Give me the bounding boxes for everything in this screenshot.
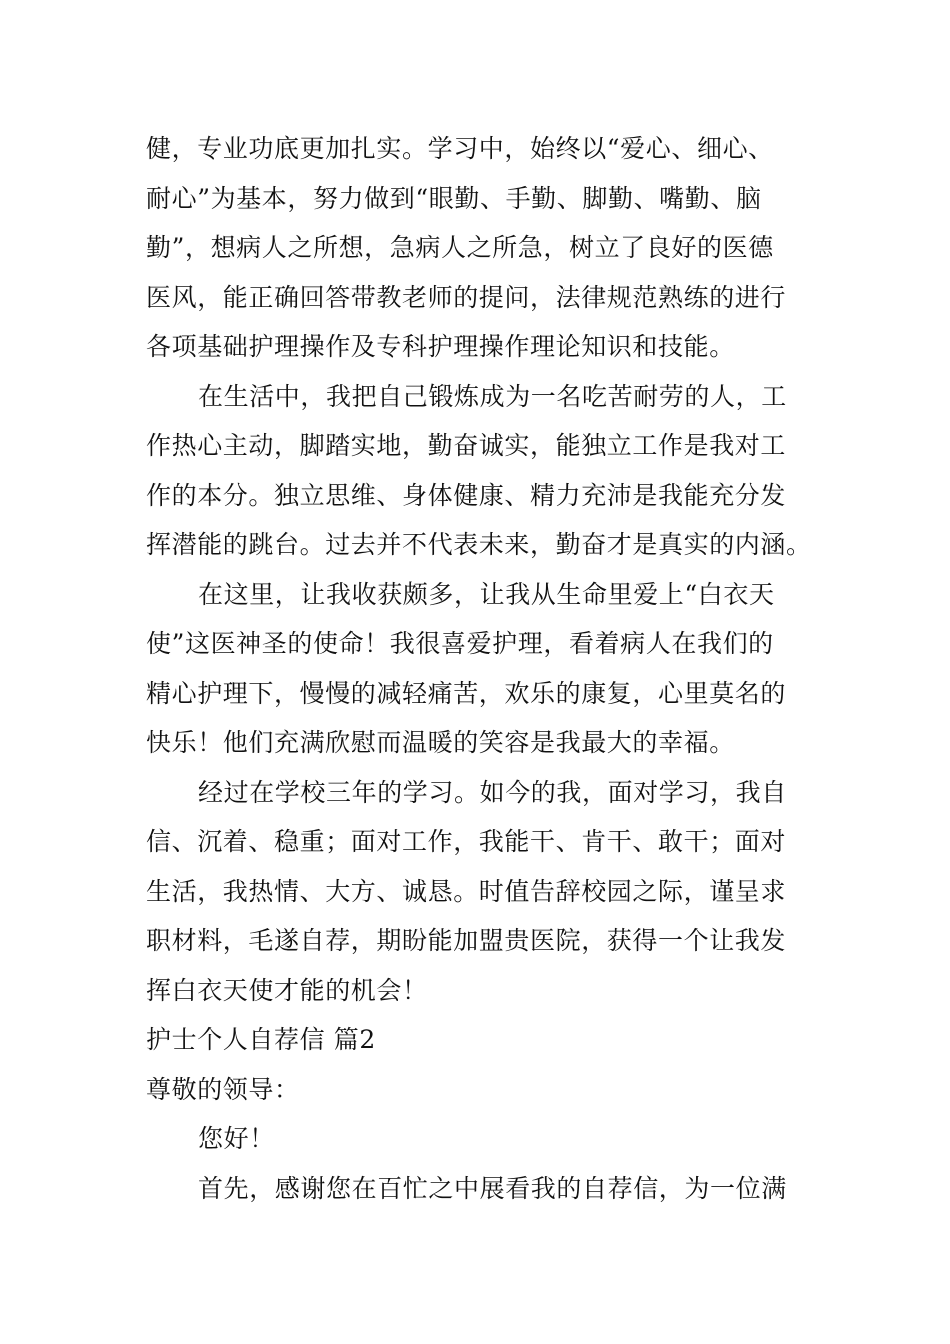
text-line: 挥白衣天使才能的机会！: [146, 975, 428, 1005]
text-line: 信、沉着、稳重；面对工作，我能干、肯干、敢干；面对: [146, 827, 787, 856]
text-line: 作的本分。独立思维、身体健康、精力充沛是我能充分发: [146, 480, 787, 510]
text-line: 快乐！他们充满欣慰而温暖的笑容是我最大的幸福。: [146, 728, 735, 757]
salutation: 尊敬的领导：: [146, 1074, 300, 1104]
text-line: 使”这医神圣的使命！我很喜爱护理，看着病人在我们的: [146, 629, 774, 658]
section-title: 护士个人自荐信 篇2: [146, 1025, 376, 1054]
text-line: 职材料，毛遂自荐，期盼能加盟贵医院，获得一个让我发: [146, 926, 787, 955]
text-line: 精心护理下，慢慢的减轻痛苦，欢乐的康复，心里莫名的: [146, 678, 787, 708]
text-line: 各项基础护理操作及专科护理操作理论知识和技能。: [146, 332, 735, 361]
paragraph-first-line: 首先，感谢您在百忙之中展看我的自荐信，为一位满: [198, 1173, 787, 1203]
paragraph-first-line: 经过在学校三年的学习。如今的我，面对学习，我自: [198, 777, 787, 807]
paragraph-first-line: 在生活中，我把自己锻炼成为一名吃苦耐劳的人，工: [198, 381, 787, 411]
paragraph-first-line: 在这里，让我收获颇多，让我从生命里爱上“白衣天: [198, 579, 775, 609]
text-line: 生活，我热情、大方、诚恳。时值告辞校园之际，谨呈求: [146, 876, 787, 906]
text-line: 勤”，想病人之所想，急病人之所急，树立了良好的医德: [146, 233, 774, 262]
document-body: [146, 124, 812, 1213]
text-line: 健，专业功底更加扎实。学习中，始终以“爱心、细心、: [146, 134, 774, 163]
text-line: 作热心主动，脚踏实地，勤奋诚实，能独立工作是我对工: [146, 431, 787, 460]
text-line: 挥潜能的跳台。过去并不代表未来，勤奋才是真实的内涵。: [146, 530, 812, 559]
greeting: 您好！: [198, 1124, 275, 1153]
text-line: 医风，能正确回答带教老师的提问，法律规范熟练的进行: [146, 282, 787, 312]
text-line: 耐心”为基本，努力做到“眼勤、手勤、脚勤、嘴勤、脑: [146, 183, 762, 213]
